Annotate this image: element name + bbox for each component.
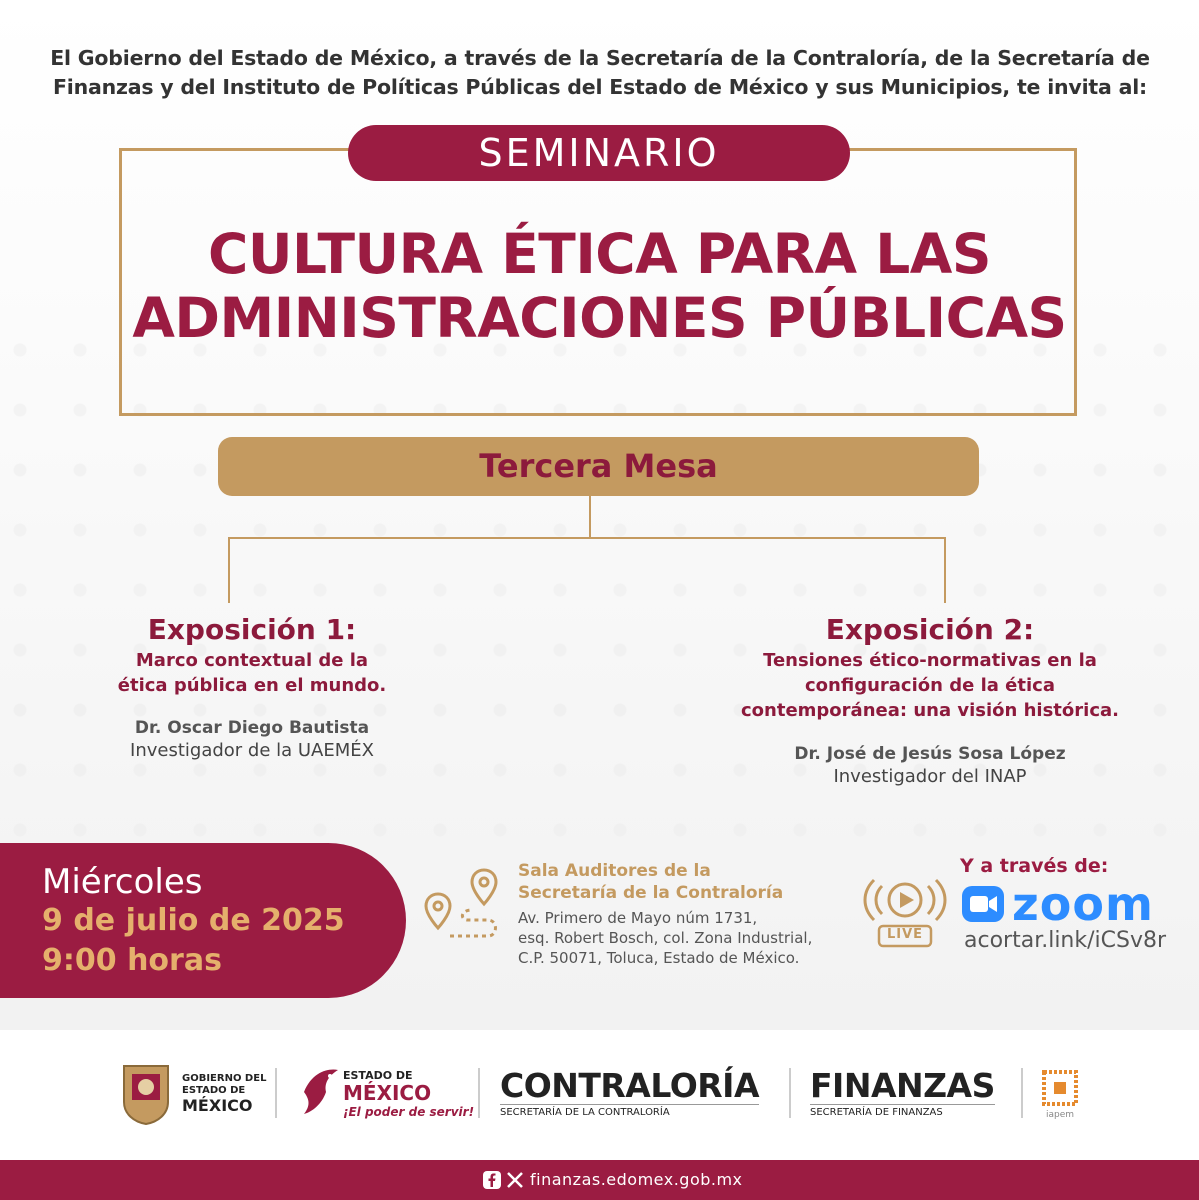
state-coat-of-arms-icon xyxy=(120,1062,172,1126)
hummingbird-icon xyxy=(298,1062,342,1122)
title-line-2: ADMINISTRACIONES PÚBLICAS xyxy=(132,286,1067,350)
edomex-slogan: ¡El poder de servir! xyxy=(343,1105,475,1119)
location-icon xyxy=(418,864,508,944)
gob-edomex-logo xyxy=(182,1073,266,1115)
zoom-logo xyxy=(962,877,1154,931)
gob-line-1: GOBIERNO DEL xyxy=(182,1073,267,1084)
iapem-icon xyxy=(1042,1070,1078,1106)
expo-2-topic-line-3: contemporánea: una visión histórica. xyxy=(741,700,1119,721)
intro-text: El Gobierno del Estado de México, a través de la Secretaría de la Contraloría, de la Secretaría de Finanzas y del Instituto de Políticas Públicas del Estado de México y sus Municipios, te invita al: xyxy=(50,46,1150,99)
zoom-link[interactable]: acortar.link/iCSv8r xyxy=(964,928,1167,953)
expo-1 xyxy=(72,613,432,761)
connector-left xyxy=(228,537,230,603)
x-icon[interactable] xyxy=(505,1170,525,1190)
finanzas-wordmark: FINANZAS xyxy=(810,1066,995,1105)
expo-1-speaker: Dr. Oscar Diego Bautista xyxy=(134,718,370,738)
contraloria-logo xyxy=(500,1068,759,1119)
zoom-wordmark: zoom xyxy=(1012,877,1154,931)
finanzas-subtitle: SECRETARÍA DE FINANZAS xyxy=(810,1104,995,1119)
logo-separator xyxy=(478,1068,480,1118)
title-line-1: CULTURA ÉTICA PARA LAS xyxy=(208,222,991,286)
venue-address xyxy=(518,908,812,968)
footer-website[interactable]: finanzas.edomex.gob.mx xyxy=(530,1170,743,1189)
expo-1-topic-line-2: ética pública en el mundo. xyxy=(117,675,387,696)
venue-name xyxy=(518,860,783,904)
gob-line-3: MÉXICO xyxy=(182,1096,253,1115)
online-label: Y a través de: xyxy=(960,855,1109,877)
edomex-logo xyxy=(343,1070,474,1120)
zoom-camera-icon xyxy=(962,886,1004,922)
live-stream-icon xyxy=(856,870,954,948)
event-date-block xyxy=(42,901,345,981)
connector-right xyxy=(944,537,946,603)
expo-2 xyxy=(700,613,1160,787)
connector-horizontal xyxy=(228,537,946,539)
live-label: LIVE xyxy=(886,927,924,942)
iapem-label: iapem xyxy=(1045,1110,1075,1120)
expo-2-heading: Exposición 2: xyxy=(825,613,1035,646)
venue-name-line-1: Sala Auditores de la xyxy=(518,861,711,881)
venue-name-line-2: Secretaría de la Contraloría xyxy=(518,883,784,903)
expo-2-speaker: Dr. José de Jesús Sosa López xyxy=(794,744,1066,764)
expo-1-role: Investigador de la UAEMÉX xyxy=(130,740,374,761)
edomex-line-2: MÉXICO xyxy=(343,1081,432,1105)
finanzas-logo xyxy=(810,1068,995,1119)
event-day: Miércoles xyxy=(42,862,203,902)
seminar-title xyxy=(20,222,1179,350)
connector-vertical xyxy=(589,496,591,537)
expo-1-topic-line-1: Marco contextual de la xyxy=(135,650,369,671)
venue-address-line-2: esq. Robert Bosch, col. Zona Industrial, xyxy=(518,929,813,947)
seminar-badge: SEMINARIO xyxy=(348,125,850,181)
logo-separator xyxy=(275,1068,277,1118)
mesa-banner: Tercera Mesa xyxy=(218,437,979,496)
expo-2-topic-line-1: Tensiones ético-normativas en la xyxy=(763,650,1097,671)
gob-line-2: ESTADO DE xyxy=(182,1085,246,1096)
expo-1-heading: Exposición 1: xyxy=(147,613,357,646)
event-time: 9:00 horas xyxy=(42,943,222,978)
edomex-line-1: ESTADO DE xyxy=(343,1069,413,1082)
contraloria-wordmark: CONTRALORÍA xyxy=(500,1066,759,1105)
expo-2-role: Investigador del INAP xyxy=(833,766,1027,787)
contraloria-subtitle: SECRETARÍA DE LA CONTRALORÍA xyxy=(500,1104,759,1119)
logo-separator xyxy=(789,1068,791,1118)
expo-2-topic-line-2: configuración de la ética xyxy=(805,675,1055,696)
logo-separator xyxy=(1021,1068,1023,1118)
iapem-logo xyxy=(1042,1070,1078,1120)
event-date: 9 de julio de 2025 xyxy=(42,903,345,938)
facebook-icon[interactable] xyxy=(482,1170,502,1190)
venue-address-line-3: C.P. 50071, Toluca, Estado de México. xyxy=(518,949,800,967)
venue-address-line-1: Av. Primero de Mayo núm 1731, xyxy=(518,909,758,927)
